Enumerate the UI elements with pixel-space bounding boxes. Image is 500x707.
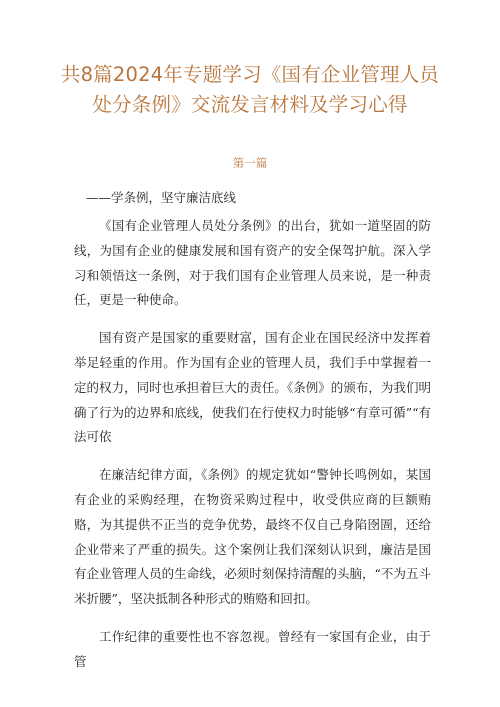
paragraph-4: 工作纪律的重要性也不容忽视。曾经有一家国有企业，由于管 [74, 628, 431, 669]
paragraph-2: 国有资产是国家的重要财富，国有企业在国民经济中发挥着举足轻重的作用。作为国有企业的管理人员，我们手中掌握着一定的权力，同时也承担着巨大的责任。《条例》的颁布，为我们明确了行为的边界和底线，使我们在行使权力时能够“有章可循”“有法可依 [74, 330, 431, 445]
document-title: 共8篇2024年专题学习《国有企业管理人员处分条例》交流发言材料及学习心得 [60, 63, 440, 116]
section-label: 第一篇 [232, 156, 268, 170]
section-subtitle: ——学条例，坚守廉洁底线 [86, 190, 237, 205]
body-text [74, 214, 431, 688]
paragraph-1: 《国有企业管理人员处分条例》的出台，犹如一道坚固的防线，为国有企业的健康发展和国有资产的安全保驾护航。深入学习和领悟这一条例，对于我们国有企业管理人员来说，是一种责任，更是一种使命。 [74, 218, 431, 308]
paragraph-3: 在廉洁纪律方面，《条例》的规定犹如“警钟长鸣例如，某国有企业的采购经理，在物资采购过程中，收受供应商的巨额贿赂，为其提供不正当的竞争优势，最终不仅自己身陷囹圄，还给企业带来了严重的损失。这个案例让我们深刻认识到，廉洁是国有企业管理人员的生命线，必须时刻保持清醒的头脑，“不为五斗米折腰”，坚决抵制各种形式的贿赂和回扣。 [74, 467, 431, 607]
